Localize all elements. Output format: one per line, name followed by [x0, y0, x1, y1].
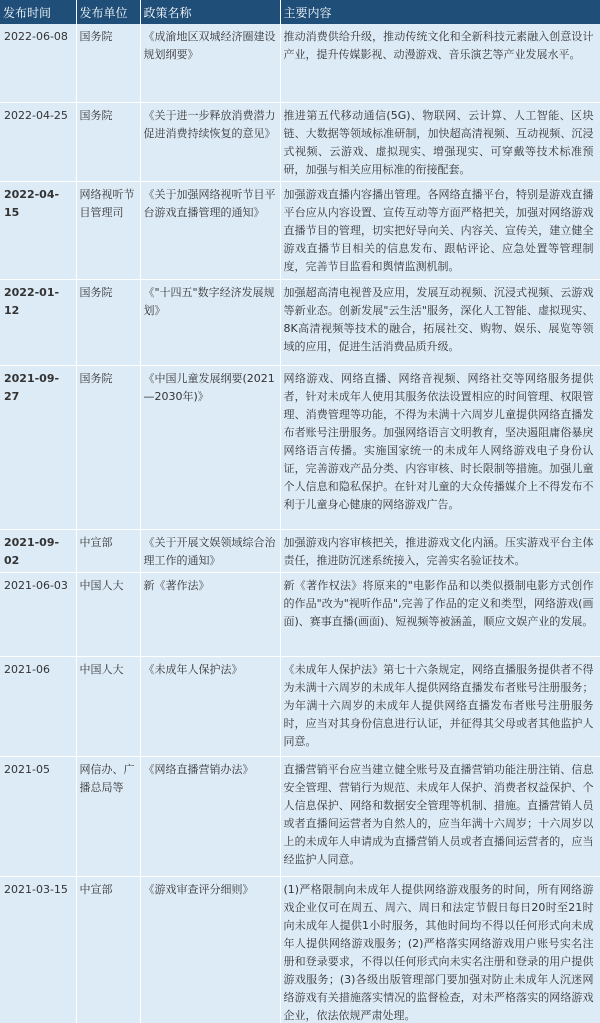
row-content: 推进第五代移动通信(5G)、物联网、云计算、人工智能、区块链、大数据等领域标准研制，加快超高清视频、互动视频、沉浸式视频、云游戏、虚拟现实、增强现实、可穿戴等技术标准预研，加强与相关应用标准的衔接配套。 — [280, 102, 600, 181]
header-unit: 发布单位 — [76, 0, 140, 24]
table-row — [0, 876, 600, 1023]
row-unit: 网信办、广播总局等 — [76, 756, 140, 876]
row-date: 2022-01-12 — [0, 279, 76, 365]
row-unit: 中国人大 — [76, 656, 140, 756]
row-content: 《未成年人保护法》第七十六条规定，网络直播服务提供者不得为未满十六周岁的未成年人提供网络直播发布者账号注册服务；为年满十六周岁的未成年人提供网络直播发布者账号注册服务时，应当对其身份信息进行认证，并征得其父母或者其他监护人同意。 — [280, 656, 600, 756]
row-content: 直播营销平台应当建立健全账号及直播营销功能注册注销、信息安全管理、营销行为规范、未成年人保护、消费者权益保护、个人信息保护、网络和数据安全管理等机制、措施。直播营销人员或者直播间运营者为自然人的，应当年满十六周岁；十六周岁以上的未成年人申请成为直播营销人员或者直播间运营者的，应当经监护人同意。 — [280, 756, 600, 876]
row-policy-name: 《网络直播营销办法》 — [140, 756, 280, 876]
table-row — [0, 24, 600, 102]
row-policy-name: 《游戏审查评分细则》 — [140, 876, 280, 1023]
row-unit: 中国人大 — [76, 572, 140, 656]
table-row — [0, 279, 600, 365]
row-unit: 国务院 — [76, 279, 140, 365]
row-unit: 网络视听节目管理司 — [76, 181, 140, 279]
row-unit: 中宣部 — [76, 529, 140, 572]
row-policy-name: 《中国儿童发展纲要(2021—2030年)》 — [140, 365, 280, 529]
row-policy-name: 《"十四五"数字经济发展规划》 — [140, 279, 280, 365]
row-date: 2021-09-27 — [0, 365, 76, 529]
table-row — [0, 529, 600, 572]
row-policy-name: 《关于开展文娱领域综合治理工作的通知》 — [140, 529, 280, 572]
header-policy-name: 政策名称 — [140, 0, 280, 24]
row-date: 2022-04-25 — [0, 102, 76, 181]
row-policy-name: 《关于进一步释放消费潜力促进消费持续恢复的意见》 — [140, 102, 280, 181]
row-date: 2021-06 — [0, 656, 76, 756]
header-content: 主要内容 — [280, 0, 600, 24]
row-unit: 国务院 — [76, 24, 140, 102]
row-date: 2021-03-15 — [0, 876, 76, 1023]
row-policy-name: 《关于加强网络视听节目平台游戏直播管理的通知》 — [140, 181, 280, 279]
row-date: 2021-09-02 — [0, 529, 76, 572]
row-date: 2022-06-08 — [0, 24, 76, 102]
table-row — [0, 656, 600, 756]
row-policy-name: 《成渝地区双城经济圈建设规划纲要》 — [140, 24, 280, 102]
row-content: 推动消费供给升级，推动传统文化和全新科技元素融入创意设计产业，提升传媒影视、动漫游戏、音乐演艺等产业发展水平。 — [280, 24, 600, 102]
row-unit: 中宣部 — [76, 876, 140, 1023]
row-content: 加强超高清电视普及应用，发展互动视频、沉浸式视频、云游戏等新业态。创新发展"云生活"服务，深化人工智能、虚拟现实、8K高清视频等技术的融合，拓展社交、购物、娱乐、展览等领域的应用，促进生活消费品质升级。 — [280, 279, 600, 365]
row-content: 新《著作权法》将原来的"电影作品和以类似摄制电影方式创作的作品"改为"视听作品",完善了作品的定义和类型，网络游戏(画面)、赛事直播(画面)、短视频等被涵盖，顺应文娱产业的发展。 — [280, 572, 600, 656]
table-row — [0, 756, 600, 876]
row-date: 2021-06-03 — [0, 572, 76, 656]
row-policy-name: 新《著作法》 — [140, 572, 280, 656]
table-row — [0, 365, 600, 529]
row-unit: 国务院 — [76, 365, 140, 529]
row-date: 2021-05 — [0, 756, 76, 876]
row-content: 加强游戏内容审核把关，推进游戏文化内涵。压实游戏平台主体责任，推进防沉迷系统接入，完善实名验证技术。 — [280, 529, 600, 572]
header-date: 发布时间 — [0, 0, 76, 24]
row-unit: 国务院 — [76, 102, 140, 181]
table-row — [0, 181, 600, 279]
row-date: 2022-04-15 — [0, 181, 76, 279]
row-content: 加强游戏直播内容播出管理。各网络直播平台，特别是游戏直播平台应从内容设置、宣传互动等方面严格把关，加强对网络游戏直播节目的管理，切实把好导向关、内容关、宣传关，建立健全游戏直播节目相关的信息发布、跟帖评论、应急处置等管理制度，完善节目监看和舆情监测机制。 — [280, 181, 600, 279]
table-row — [0, 572, 600, 656]
row-policy-name: 《未成年人保护法》 — [140, 656, 280, 756]
table-row — [0, 102, 600, 181]
table-header-row — [0, 0, 600, 24]
row-content: 网络游戏、网络直播、网络音视频、网络社交等网络服务提供者，针对未成年人使用其服务依法设置相应的时间管理、权限管理、消费管理等功能，不得为未满十六周岁儿童提供网络直播发布者账号注册服务。加强网络语言文明教育，坚决遏阻庸俗暴戾网络语言传播。实施国家统一的未成年人网络游戏电子身份认证，完善游戏产品分类、内容审核、时长限制等措施。加强儿童个人信息和隐私保护。在针对儿童的大众传播媒介上不得发布不利于儿童身心健康的网络游戏广告。 — [280, 365, 600, 529]
row-content: (1)严格限制向未成年人提供网络游戏服务的时间，所有网络游戏企业仅可在周五、周六、周日和法定节假日每日20时至21时向未成年人提供1小时服务，其他时间均不得以任何形式向未成年人提供网络游戏服务；(2)严格落实网络游戏用户账号实名注册和登录要求，不得以任何形式向未实名注册和登录的用户提供游戏服务；(3)各级出版管理部门要加强对防止未成年人沉迷网络游戏有关措施落实情况的监督检查，对未严格落实的网络游戏企业，依法依规严肃处理。 — [280, 876, 600, 1023]
